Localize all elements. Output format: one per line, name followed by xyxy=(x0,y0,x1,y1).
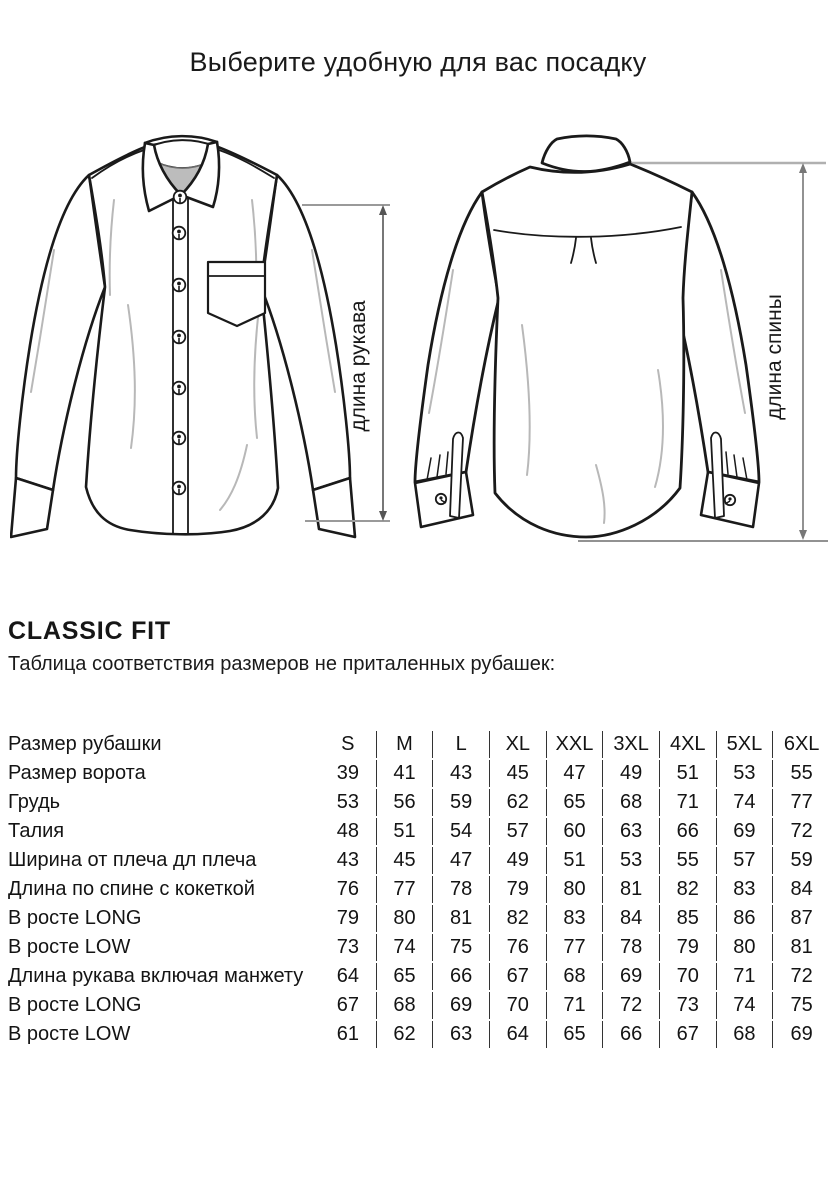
size-cell: 47 xyxy=(433,847,490,874)
size-cell: 66 xyxy=(603,1021,660,1048)
size-cell: 71 xyxy=(547,992,604,1019)
size-cell: 72 xyxy=(603,992,660,1019)
size-cell: 80 xyxy=(377,905,434,932)
size-cell: 67 xyxy=(660,1021,717,1048)
size-table-row xyxy=(8,992,830,1019)
back-body-outline xyxy=(482,164,692,537)
front-left-cuff xyxy=(11,478,53,537)
size-cell: 65 xyxy=(547,1021,604,1048)
size-cell: 57 xyxy=(717,847,774,874)
size-cell: 43 xyxy=(433,760,490,787)
size-cell: 66 xyxy=(433,963,490,990)
size-cell: 70 xyxy=(490,992,547,1019)
size-column-header: 4XL xyxy=(660,731,717,758)
size-cell: 67 xyxy=(490,963,547,990)
size-cell: 59 xyxy=(790,849,813,871)
front-chest-pocket xyxy=(208,262,265,326)
size-cell: 77 xyxy=(547,934,604,961)
size-cell: 53 xyxy=(717,760,774,787)
size-column-header: 5XL xyxy=(717,731,774,758)
size-cell: 74 xyxy=(717,992,774,1019)
size-row-label: Размер ворота xyxy=(8,762,146,784)
size-table-row xyxy=(8,818,830,845)
size-cell: 76 xyxy=(490,934,547,961)
size-cell: 68 xyxy=(377,992,434,1019)
size-cell: 75 xyxy=(433,934,490,961)
size-row-label: В росте LOW xyxy=(8,1023,131,1045)
size-cell: 47 xyxy=(547,760,604,787)
arrow-down-icon xyxy=(379,511,387,521)
size-cell: 73 xyxy=(660,992,717,1019)
size-cell: 82 xyxy=(490,905,547,932)
size-table-row xyxy=(8,963,830,990)
size-cell: 53 xyxy=(320,789,377,816)
size-table-body xyxy=(8,731,830,1048)
size-cell: 57 xyxy=(490,818,547,845)
sleeve-length-label: длина рукава xyxy=(347,300,370,432)
size-cell: 39 xyxy=(320,760,377,787)
size-cell: 45 xyxy=(377,847,434,874)
size-cell: 83 xyxy=(547,905,604,932)
size-column-header: L xyxy=(433,731,490,758)
size-cell: 63 xyxy=(603,818,660,845)
size-column-header: XXL xyxy=(547,731,604,758)
size-column-header: 6XL xyxy=(783,733,820,755)
size-cell: 73 xyxy=(320,934,377,961)
fit-heading: CLASSIC FIT xyxy=(8,617,171,645)
size-cell: 49 xyxy=(490,847,547,874)
size-table-row xyxy=(8,789,830,816)
size-cell: 72 xyxy=(790,965,813,987)
size-cell: 51 xyxy=(660,760,717,787)
size-cell: 77 xyxy=(377,876,434,903)
size-table-row xyxy=(8,1021,830,1048)
size-cell: 69 xyxy=(790,1023,813,1045)
size-table-row xyxy=(8,905,830,932)
size-table-row xyxy=(8,847,830,874)
size-cell: 68 xyxy=(717,1021,774,1048)
size-cell: 84 xyxy=(603,905,660,932)
size-cell: 51 xyxy=(547,847,604,874)
size-cell: 69 xyxy=(433,992,490,1019)
size-row-label: В росте LONG xyxy=(8,994,142,1016)
shirt-back-diagram xyxy=(400,130,836,570)
shirt-front-drawing xyxy=(11,136,390,537)
size-cell: 62 xyxy=(490,789,547,816)
size-row-label: Талия xyxy=(8,820,65,842)
size-cell: 68 xyxy=(603,789,660,816)
size-column-header: 3XL xyxy=(603,731,660,758)
size-cell: 69 xyxy=(603,963,660,990)
arrow-down-icon xyxy=(799,530,807,540)
size-cell: 68 xyxy=(547,963,604,990)
size-column-header: M xyxy=(377,731,434,758)
size-cell: 61 xyxy=(320,1021,377,1048)
size-cell: 79 xyxy=(490,876,547,903)
size-cell: 80 xyxy=(547,876,604,903)
size-cell: 79 xyxy=(660,934,717,961)
size-cell: 71 xyxy=(717,963,774,990)
size-cell: 77 xyxy=(790,791,813,813)
size-cell: 55 xyxy=(660,847,717,874)
size-cell: 62 xyxy=(377,1021,434,1048)
size-cell: 75 xyxy=(790,994,813,1016)
size-cell: 66 xyxy=(660,818,717,845)
size-cell: 53 xyxy=(603,847,660,874)
size-cell: 79 xyxy=(320,905,377,932)
size-cell: 51 xyxy=(377,818,434,845)
shirt-back-drawing xyxy=(415,136,828,541)
size-row-label: Длина по спине с кокеткой xyxy=(8,878,255,900)
size-column-header: XL xyxy=(490,731,547,758)
size-cell: 81 xyxy=(433,905,490,932)
size-cell: 59 xyxy=(433,789,490,816)
size-cell: 69 xyxy=(717,818,774,845)
size-cell: 45 xyxy=(490,760,547,787)
size-table-row xyxy=(8,876,830,903)
size-cell: 54 xyxy=(433,818,490,845)
size-row-label: Ширина от плеча дл плеча xyxy=(8,849,257,871)
size-table-header-row xyxy=(8,731,830,758)
size-cell: 63 xyxy=(433,1021,490,1048)
size-cell: 43 xyxy=(320,847,377,874)
size-cell: 84 xyxy=(790,878,813,900)
size-cell: 67 xyxy=(320,992,377,1019)
arrow-up-icon xyxy=(799,163,807,173)
size-cell: 78 xyxy=(603,934,660,961)
shirt-front-diagram xyxy=(10,130,390,570)
size-cell: 48 xyxy=(320,818,377,845)
size-table-row xyxy=(8,760,830,787)
size-cell: 64 xyxy=(320,963,377,990)
arrow-up-icon xyxy=(379,205,387,215)
size-cell: 87 xyxy=(790,907,813,929)
size-column-header: S xyxy=(320,731,377,758)
size-cell: 76 xyxy=(320,876,377,903)
size-cell: 78 xyxy=(433,876,490,903)
size-cell: 81 xyxy=(790,936,813,958)
page-title: Выберите удобную для вас посадку xyxy=(189,47,647,77)
size-row-label: В росте LONG xyxy=(8,907,142,929)
table-caption: Таблица соответствия размеров не приталенных рубашек: xyxy=(8,653,556,675)
size-cell: 81 xyxy=(603,876,660,903)
front-right-cuff xyxy=(313,478,355,537)
size-table-header-label: Размер рубашки xyxy=(8,733,162,755)
size-cell: 70 xyxy=(660,963,717,990)
size-cell: 71 xyxy=(660,789,717,816)
size-table xyxy=(8,729,830,1050)
size-cell: 64 xyxy=(490,1021,547,1048)
size-cell: 86 xyxy=(717,905,774,932)
size-cell: 65 xyxy=(377,963,434,990)
size-cell: 83 xyxy=(717,876,774,903)
size-cell: 41 xyxy=(377,760,434,787)
size-cell: 55 xyxy=(790,762,813,784)
size-cell: 65 xyxy=(547,789,604,816)
size-row-label: В росте LOW xyxy=(8,936,131,958)
size-cell: 72 xyxy=(790,820,813,842)
size-cell: 74 xyxy=(377,934,434,961)
back-length-label: длина спины xyxy=(763,294,786,420)
size-row-label: Длина рукава включая манжету xyxy=(8,965,304,987)
size-cell: 56 xyxy=(377,789,434,816)
size-cell: 82 xyxy=(660,876,717,903)
size-cell: 80 xyxy=(717,934,774,961)
back-length-dimension xyxy=(763,163,807,540)
back-collar xyxy=(542,136,630,172)
size-row-label: Грудь xyxy=(8,791,61,813)
size-cell: 85 xyxy=(660,905,717,932)
size-cell: 60 xyxy=(547,818,604,845)
size-table-row xyxy=(8,934,830,961)
size-cell: 49 xyxy=(603,760,660,787)
size-cell: 74 xyxy=(717,789,774,816)
